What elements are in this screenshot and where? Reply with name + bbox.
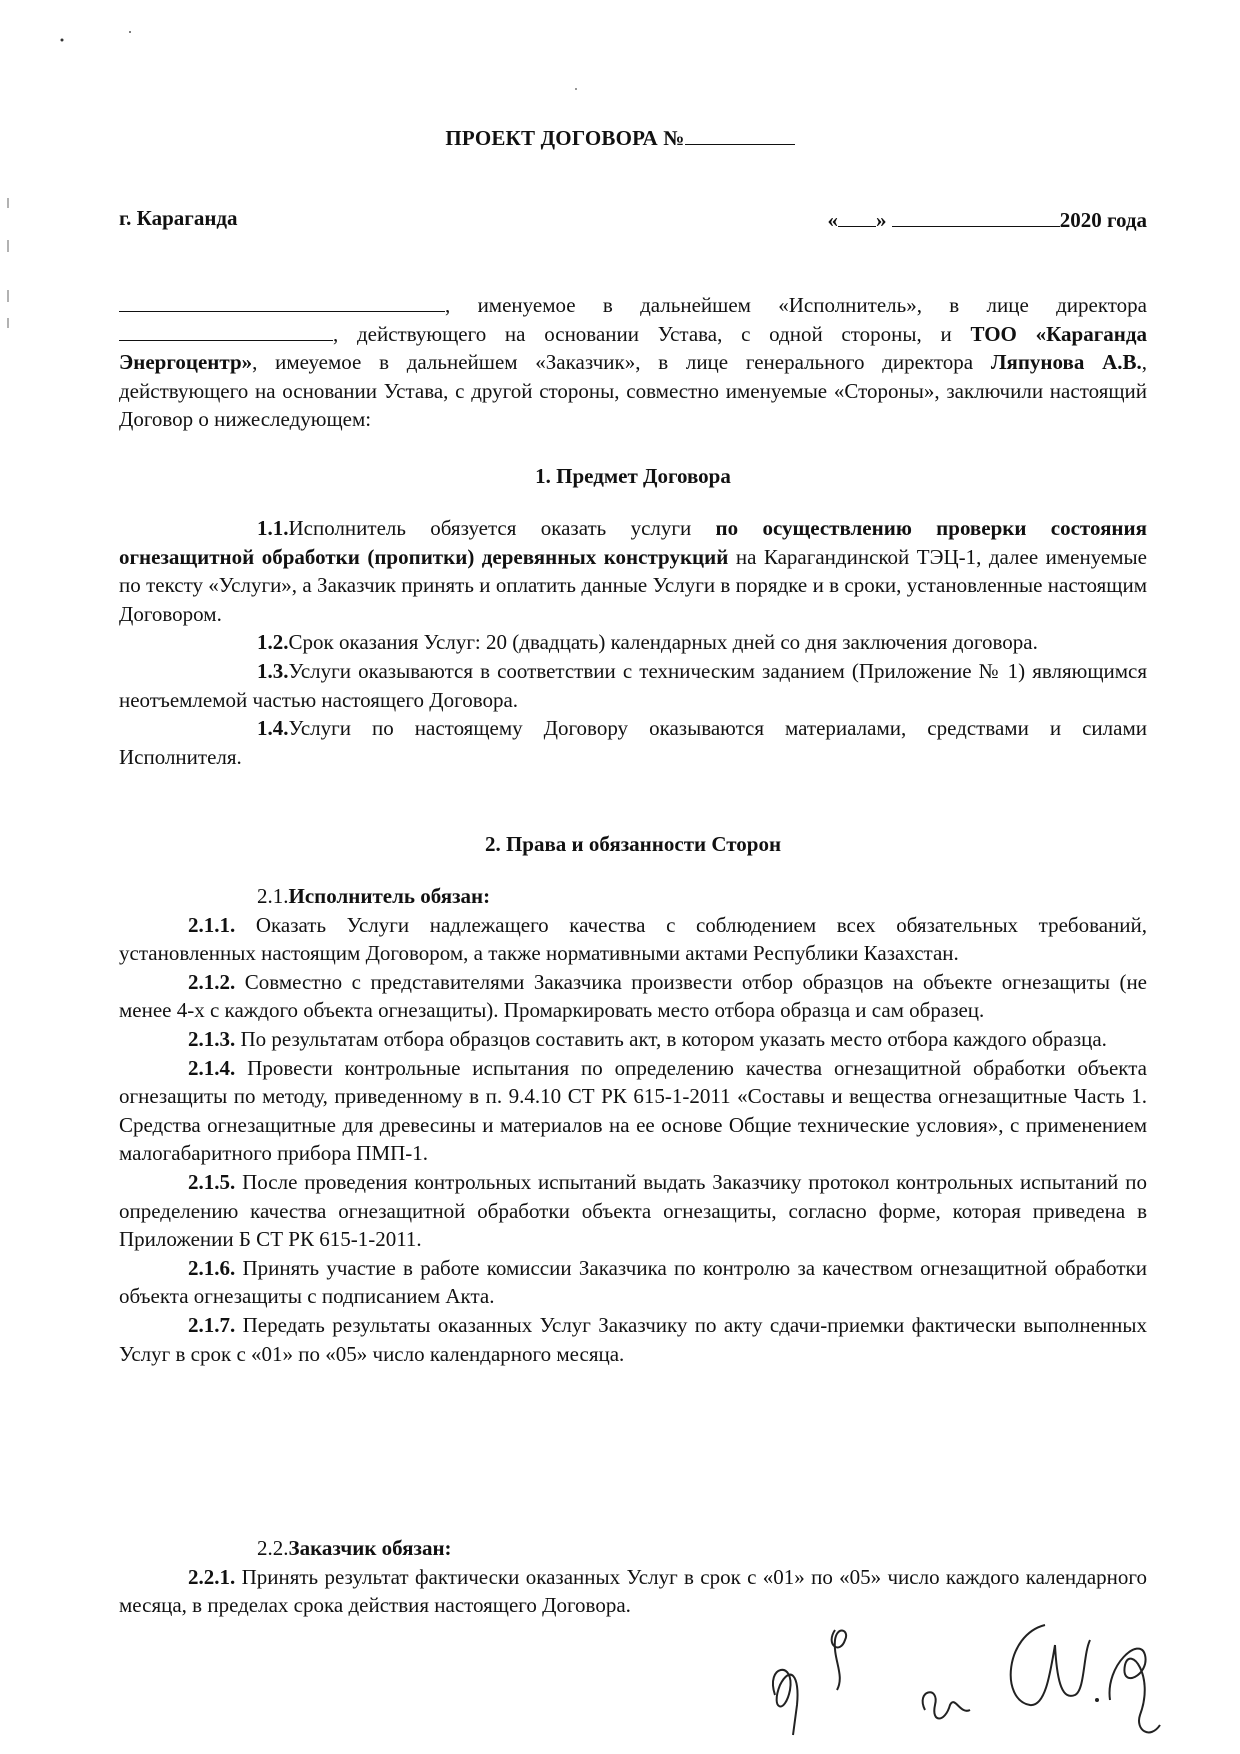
title-text: ПРОЕКТ ДОГОВОРА № xyxy=(445,126,685,150)
clause-text: Срок оказания Услуг: 20 (двадцать) календарных дней со дня заключения договора. xyxy=(288,630,1038,655)
clause-2-1-7 xyxy=(119,1311,1147,1368)
subsection-2-1 xyxy=(119,882,1147,911)
clause-text: После проведения контрольных испытаний выдать Заказчику протокол контрольных испытаний по определению качества огнезащитной обработки объекта огнезащиты, согласно форме, которая приведена в Приложении Б СТ РК 615-1-2011. xyxy=(119,1169,1147,1252)
clause-text: Услуги оказываются в соответствии с техническим заданием (Приложение № 1) являющимся неотъемлемой частью настоящего Договора. xyxy=(119,658,1147,712)
clause-2-1-5 xyxy=(119,1168,1147,1254)
clause-2-1-6 xyxy=(119,1254,1147,1311)
clause-text: Услуги по настоящему Договору оказываются материалами, средствами и силами Исполнителя. xyxy=(119,716,1147,769)
clause-bold-text: по осуществлению проверки состояния огнезащитной обработки (пропитки) деревянных конструкций xyxy=(119,516,1147,569)
contract-number-blank xyxy=(685,126,795,145)
clause-number: 2.2.1. xyxy=(188,1564,236,1589)
clause-text: Провести контрольные испытания по определению качества огнезащитной обработки объекта огнезащиты по методу, приведенному в п. 9.4.10 СТ РК 615-1-2011 «Составы и вещества огнезащитные Часть 1. Средства огнезащитные для древесины и материалов на ее основе Общие технические условия», с применением малогабаритного прибора ПМП-1. xyxy=(119,1055,1147,1166)
preamble-part3: , имеуемое в дальнейшем «Заказчик», в лице генерального директора xyxy=(252,350,991,375)
month-blank xyxy=(892,208,1060,227)
document-title xyxy=(0,126,1240,151)
clause-number: 2.1.5. xyxy=(188,1169,236,1194)
clause-2-1-3 xyxy=(119,1025,1147,1054)
subsection-label: Заказчик обязан: xyxy=(288,1536,452,1560)
section-2-heading: 2. Права и обязанности Сторон xyxy=(484,832,782,856)
clause-1-3 xyxy=(119,657,1147,714)
subsection-number: 2.1. xyxy=(257,884,289,908)
contract-date xyxy=(827,208,1147,233)
handwritten-initials xyxy=(745,1605,1175,1745)
clause-number: 2.1.3. xyxy=(188,1026,236,1051)
subsection-number: 2.2. xyxy=(257,1536,289,1560)
subsection-2-2 xyxy=(119,1534,1147,1563)
section-2-items xyxy=(119,882,1147,1368)
subsection-label: Исполнитель обязан: xyxy=(288,884,491,908)
clause-number: 2.1.2. xyxy=(188,969,236,994)
director-name: Ляпунова А.В. xyxy=(990,350,1142,375)
preamble-part1: , именуемое в дальнейшем «Исполнитель», в лице директора xyxy=(445,293,1147,317)
date-open-quote: « xyxy=(827,208,838,232)
clause-1-2 xyxy=(119,628,1147,657)
clause-number: 1.1. xyxy=(257,516,289,540)
clause-text: Оказать Услуги надлежащего качества с соблюдением всех обязательных требований, установленных настоящим Договором, а также нормативными актами Республики Казахстан. xyxy=(119,912,1148,966)
clause-number: 2.1.7. xyxy=(188,1312,236,1337)
executor-name-blank xyxy=(119,293,445,312)
clause-text: Совместно с представителями Заказчика произвести отбор образцов на объекте огнезащиты (не менее 4-х с каждого объекта огнезащиты). Промаркировать место отбора образца и сам образец. xyxy=(119,969,1148,1023)
date-close-quote: » xyxy=(875,208,887,232)
clause-text: Принять результат фактически оказанных Услуг в срок с «01» по «05» число каждого календарного месяца, в пределах срока действия настоящего Договора. xyxy=(119,1564,1147,1618)
director-name-blank xyxy=(119,322,333,341)
clause-2-1-1 xyxy=(119,911,1147,968)
clause-number: 1.3. xyxy=(257,658,289,683)
date-year: 2020 года xyxy=(1059,208,1147,232)
day-blank xyxy=(838,208,876,227)
clause-number: 2.1.6. xyxy=(188,1255,236,1280)
preamble-part4: , действующего на основании Устава, с другой стороны, совместно именуемые «Стороны», заключили настоящий Договор о нижеследующем: xyxy=(119,350,1147,432)
section-1 xyxy=(119,462,1147,491)
preamble-paragraph xyxy=(119,291,1147,434)
clause-number: 1.4. xyxy=(257,716,289,741)
section-2 xyxy=(119,830,1147,859)
clause-1-1 xyxy=(119,514,1147,628)
clause-number: 2.1.1. xyxy=(188,912,236,937)
clause-text: Принять участие в работе комиссии Заказчика по контролю за качеством огнезащитной обработки объекта огнезащиты с подписанием Акта. xyxy=(119,1255,1147,1309)
city: г. Караганда xyxy=(119,206,238,230)
clause-text: Передать результаты оказанных Услуг Заказчику по акту сдачи-приемки фактически выполненных Услуг в срок с «01» по «05» число календарного месяца. xyxy=(119,1312,1147,1366)
clause-number: 2.1.4. xyxy=(188,1055,236,1080)
clause-1-4 xyxy=(119,714,1147,771)
clause-2-1-4 xyxy=(119,1054,1147,1168)
preamble-part2: , действующего на основании Устава, с одной стороны, и xyxy=(333,321,971,346)
clause-text: на Карагандинской ТЭЦ-1, далее именуемые по тексту «Услуги», а Заказчик принять и оплатить данные Услуги в порядке и в сроки, установленные настоящим Договором. xyxy=(119,544,1147,626)
section-1-heading: 1. Предмет Договора xyxy=(535,464,731,488)
clause-2-1-2 xyxy=(119,968,1147,1025)
customer-name: ТОО «Караганда Энергоцентр» xyxy=(119,321,1147,375)
preamble xyxy=(119,291,1147,434)
section-1-items xyxy=(119,514,1147,771)
clause-number: 1.2. xyxy=(257,630,289,655)
clause-text: Исполнитель обязуется оказать услуги xyxy=(288,516,716,540)
clause-text: По результатам отбора образцов составить акт, в котором указать место отбора каждого образца. xyxy=(240,1026,1107,1051)
